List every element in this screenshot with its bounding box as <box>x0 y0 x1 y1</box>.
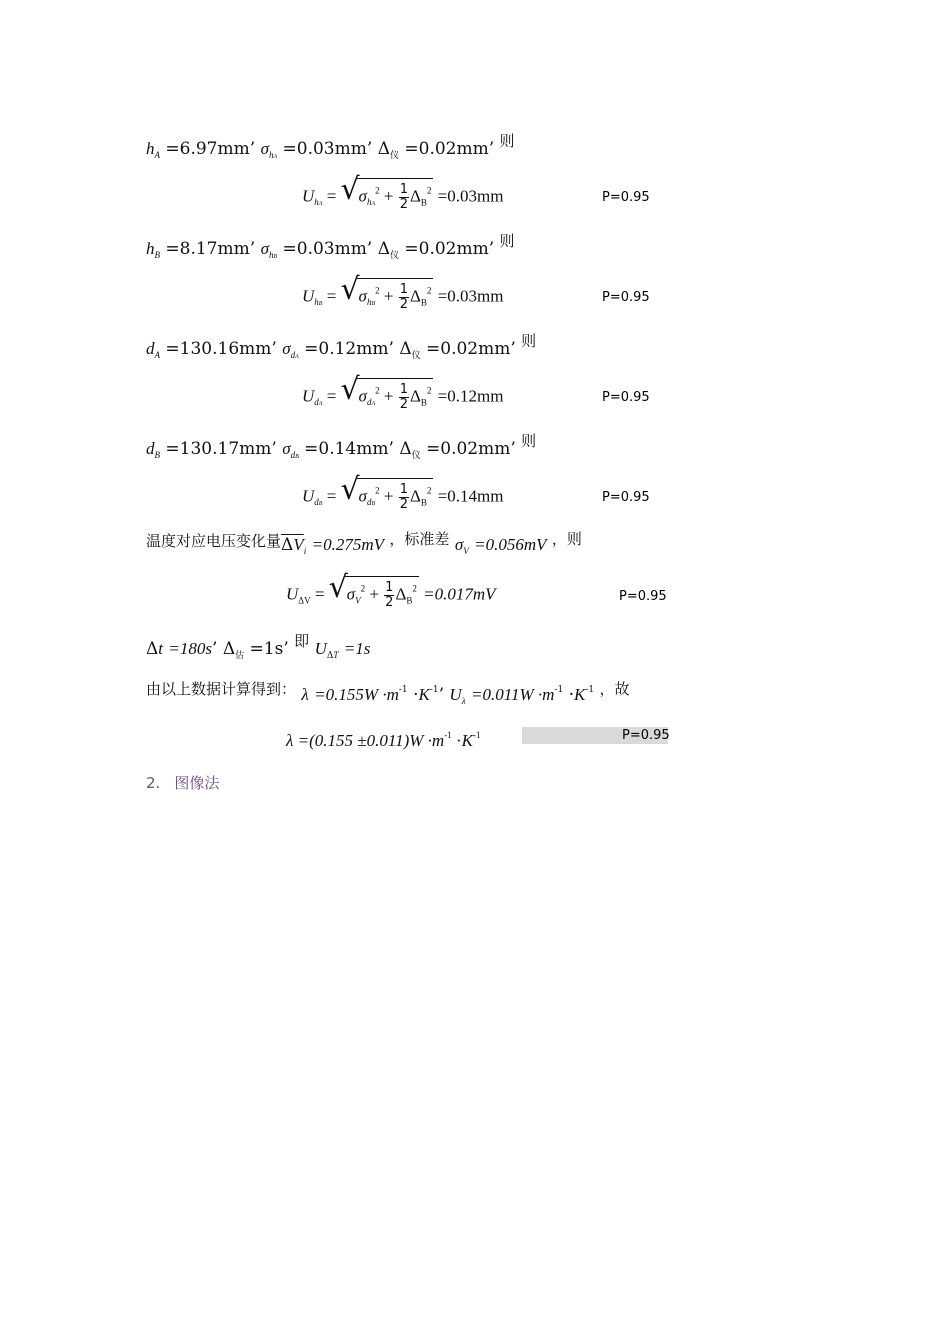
value-text: =130.16mm <box>165 339 272 359</box>
probability-label: P=0.95 <box>602 490 650 505</box>
delta-text: =0.02mm <box>404 239 489 259</box>
delta-text: =0.02mm <box>426 439 511 459</box>
section-title: 图像法 <box>174 774 220 792</box>
value-text: =8.17mm <box>165 239 250 259</box>
probability-label: P=0.95 <box>602 290 650 305</box>
sigma-text: =0.12mm <box>304 339 389 359</box>
sigma-text: =0.03mm <box>282 139 367 159</box>
measurement-line-hA: $h_A =6.97mm$’ $\sigma_{hA} =0.03mm$’ $\Delta_仪 =0.02mm$’ 则 <box>146 132 515 161</box>
voltage-uncertainty-formula: $U_{\Delta V}$ = √ $\sigma_V^2$ + $\frac{1}{2}$ $\Delta_B^2 =0.017mV$ <box>286 576 496 610</box>
uncertainty-formula-hB: $U_{hB}$ = √ $\sigma_{hB}^2$ + $\frac{1}{2}$ $\Delta_B^2 =0.03mm$ <box>302 278 503 312</box>
delta-text: =0.02mm <box>426 339 511 359</box>
measurement-line-hB: $h_B =8.17mm$’ $\sigma_{hB} =0.03mm$’ $\Delta_仪 =0.02mm$’ 则 <box>146 232 515 261</box>
sigma-text: =0.14mm <box>304 439 389 459</box>
probability-label: P=0.95 <box>622 728 670 743</box>
probability-label: P=0.95 <box>602 190 650 205</box>
result-line: 由以上数据计算得到： $\lambda =0.155W \cdot m^{-1} \cdot K^{-1}$’ $U_\lambda =0.011W \cdot m^{-1} \cdot K^{-1}$ ，故 <box>146 680 630 706</box>
probability-label: P=0.95 <box>619 589 667 604</box>
measurement-line-dB: $d_B =130.17mm$’ $\sigma_{dB} =0.14mm$’ $\Delta_仪 =0.02mm$’ 则 <box>146 432 537 461</box>
delta-text: =0.02mm <box>404 139 489 159</box>
value-text: =130.17mm <box>165 439 272 459</box>
value-text: =6.97mm <box>165 139 250 159</box>
sigma-text: =0.03mm <box>282 239 367 259</box>
final-result-formula: $\lambda =(0.155 \pm 0.011)W \cdot m^{-1} \cdot K^{-1}$ <box>286 730 481 750</box>
probability-label: P=0.95 <box>602 390 650 405</box>
uncertainty-formula-dB: $U_{dB}$ = √ $\sigma_{dB}^2$ + $\frac{1}{2}$ $\Delta_B^2 =0.14mm$ <box>302 478 503 512</box>
uncertainty-formula-dA: $U_{dA}$ = √ $\sigma_{dA}^2$ + $\frac{1}{2}$ $\Delta_B^2 =0.12mm$ <box>302 378 503 412</box>
section-heading <box>146 772 219 793</box>
voltage-line: 温度对应电压变化量$\Delta V_i =0.275mV$ ，标准差 $\sigma_V =0.056mV$ ，则 <box>146 530 582 556</box>
measurement-line-dA: $d_A =130.16mm$’ $\sigma_{dA} =0.12mm$’ $\Delta_仪 =0.02mm$’ 则 <box>146 332 537 361</box>
uncertainty-formula-hA: $U_{hA}$ = √ $\sigma_{hA}^2$ + $\frac{1}{2}$ $\Delta_B^2 =0.03mm$ <box>302 178 503 212</box>
section-number: 2. <box>146 774 161 792</box>
time-line: Δt =180s’ $\Delta_估 =1s$’ 即 $U_{\Delta T} =1s$ <box>146 632 371 661</box>
